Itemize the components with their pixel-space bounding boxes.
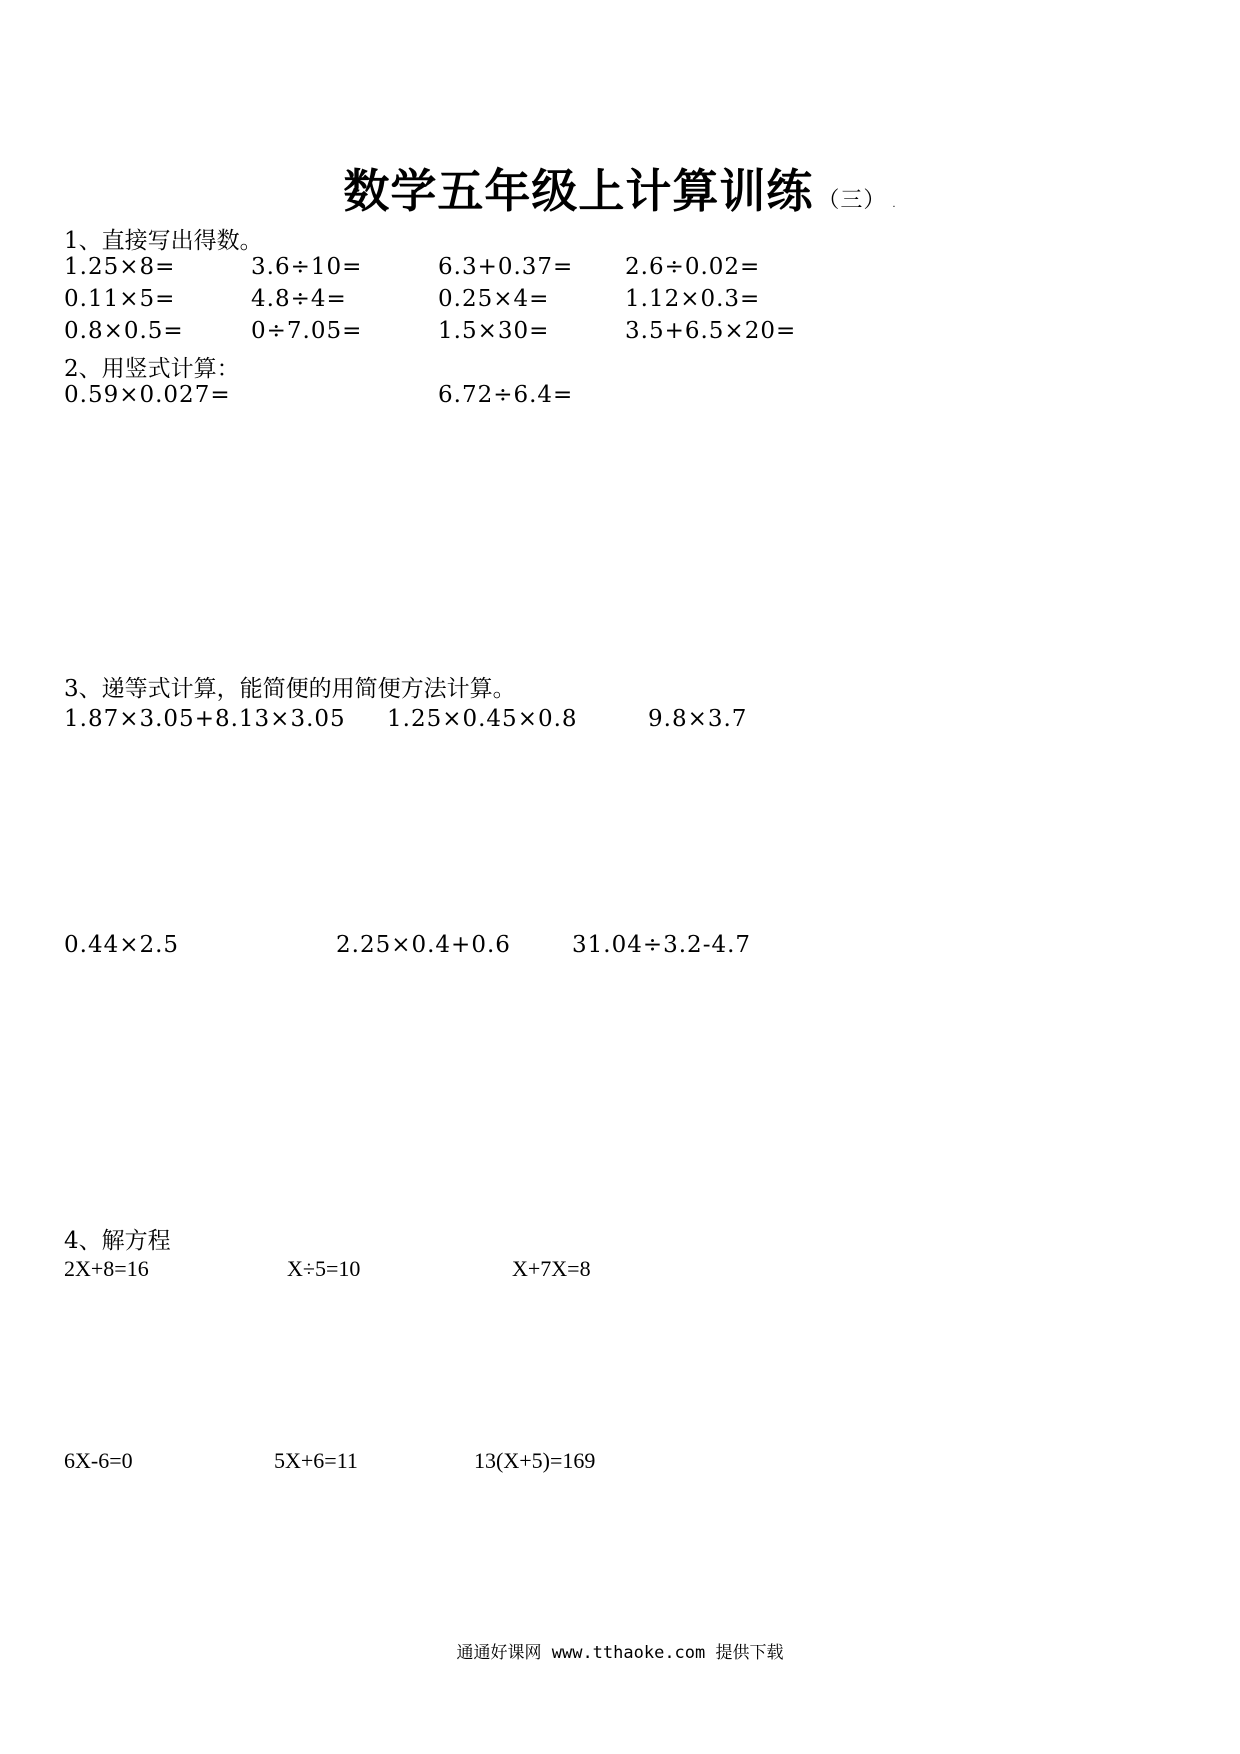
oral-problem: 3.6÷10= bbox=[251, 254, 363, 280]
section1-heading: 1、直接写出得数。 bbox=[64, 228, 263, 254]
oral-problem: 6.3+0.37= bbox=[438, 254, 574, 280]
title-mark: . bbox=[892, 199, 897, 210]
oral-problem: 0.25×4= bbox=[438, 286, 550, 312]
stepwise-problem: 31.04÷3.2-4.7 bbox=[572, 932, 752, 958]
vertical-problem: 6.72÷6.4= bbox=[438, 382, 574, 408]
oral-problem: 1.5×30= bbox=[438, 318, 550, 344]
oral-problem: 3.5+6.5×20= bbox=[625, 318, 797, 344]
oral-problem: 1.25×8= bbox=[64, 254, 176, 280]
oral-problem: 2.6÷0.02= bbox=[625, 254, 761, 280]
stepwise-problem: 1.25×0.45×0.8 bbox=[387, 706, 578, 732]
section3-heading: 3、递等式计算，能简便的用简便方法计算。 bbox=[64, 676, 516, 702]
oral-problem: 0÷7.05= bbox=[251, 318, 363, 344]
stepwise-problem: 0.44×2.5 bbox=[64, 932, 180, 958]
equation-problem: 2X+8=16 bbox=[64, 1256, 149, 1281]
equation-problem: X÷5=10 bbox=[287, 1256, 361, 1281]
title-suffix: （三） bbox=[817, 188, 887, 213]
oral-problem: 4.8÷4= bbox=[251, 286, 347, 312]
stepwise-problem: 9.8×3.7 bbox=[648, 706, 748, 732]
footer-source: 通通好课网 www.tthaoke.com 提供下载 bbox=[456, 1643, 784, 1663]
stepwise-problem: 2.25×0.4+0.6 bbox=[336, 932, 511, 958]
oral-problem: 1.12×0.3= bbox=[625, 286, 761, 312]
section2-heading: 2、用竖式计算： bbox=[64, 356, 240, 382]
title-main: 数学五年级上计算训练 bbox=[343, 164, 814, 218]
equation-problem: 6X-6=0 bbox=[64, 1448, 133, 1473]
section4-heading: 4、解方程 bbox=[64, 1228, 171, 1254]
worksheet-title bbox=[0, 155, 1240, 221]
oral-problem: 0.8×0.5= bbox=[64, 318, 184, 344]
stepwise-problem: 1.87×3.05+8.13×3.05 bbox=[64, 706, 346, 732]
equation-problem: 13(X+5)=169 bbox=[474, 1448, 596, 1473]
vertical-problem: 0.59×0.027= bbox=[64, 382, 231, 408]
equation-problem: X+7X=8 bbox=[512, 1256, 591, 1281]
oral-problem: 0.11×5= bbox=[64, 286, 176, 312]
equation-problem: 5X+6=11 bbox=[274, 1448, 358, 1473]
